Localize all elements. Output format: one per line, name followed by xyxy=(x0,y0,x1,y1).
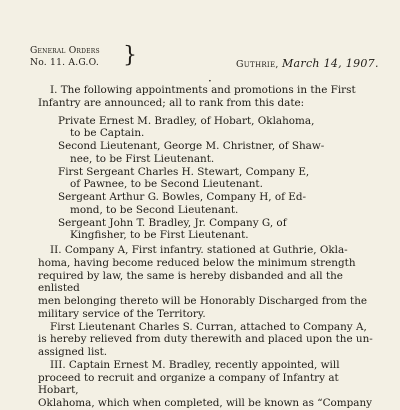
date: March 14, 1907. xyxy=(281,57,379,70)
text-line: military service of the Territory. xyxy=(38,307,206,320)
place-date xyxy=(236,57,379,70)
appointment-item xyxy=(58,140,374,166)
appointment-item xyxy=(58,166,374,192)
text-line: homa, having become reduced below the minimum strength xyxy=(38,256,356,269)
appointment-line: Kingfisher, to be First Lieutenant. xyxy=(70,229,249,242)
text-line: First Lieutenant Charles S. Curran, attached to Company A, xyxy=(50,320,367,333)
section-1-intro-line-2: Infantry are announced; all to rank from this date: xyxy=(38,96,305,109)
section-3 xyxy=(38,359,374,410)
section-1-intro-line-1: I. The following appointments and promotions in the First xyxy=(50,84,356,96)
text-line: is hereby relieved from duty therewith and placed upon the un- xyxy=(38,333,373,346)
brace-mark: } xyxy=(123,43,138,68)
appointment-item xyxy=(58,217,374,243)
text-line: required by law, the same is hereby disbanded and all the enlisted xyxy=(38,269,343,295)
orders-body xyxy=(38,84,374,410)
text-line: II. Company A, First infantry. stationed at Guthrie, Okla- xyxy=(50,244,348,256)
appointment-line: Second Lieutenant, George M. Christner, of Shaw- xyxy=(58,140,325,152)
orders-number: No. 11. A.G.O. xyxy=(30,57,99,68)
appointment-list xyxy=(38,115,374,243)
section-2 xyxy=(38,244,374,359)
appointment-item xyxy=(58,115,374,141)
appointment-line: Private Ernest M. Bradley, of Hobart, Oklahoma, xyxy=(58,114,315,127)
appointment-line: nee, to be First Lieutenant. xyxy=(70,152,215,165)
appointment-item xyxy=(58,191,374,217)
text-line: Oklahoma, which when completed, will be known as “Company xyxy=(38,397,373,409)
appointment-line: Sergeant John T. Bradley, Jr. Company G, of xyxy=(58,216,287,229)
ornament-dot: · xyxy=(208,74,212,88)
text-line: assigned list. xyxy=(38,346,108,358)
appointment-line: Sergeant Arthur G. Bowles, Company H, of Ed- xyxy=(58,191,307,203)
appointment-line: First Sergeant Charles H. Stewart, Company E, xyxy=(58,165,310,178)
general-orders-header xyxy=(30,43,138,69)
text-line: III. Captain Ernest M. Bradley, recently appointed, will xyxy=(50,358,340,371)
text-line: proceed to recruit and organize a company of Infantry at Hobart, xyxy=(38,371,339,397)
place: Guthrie, xyxy=(236,59,279,70)
text-line: men belonging thereto will be Honorably Discharged from the xyxy=(38,295,368,307)
appointment-line: mond, to be Second Lieutenant. xyxy=(70,203,239,216)
appointment-line: to be Captain. xyxy=(70,127,145,140)
orders-title: General Orders xyxy=(30,45,100,56)
appointment-line: of Pawnee, to be Second Lieutenant. xyxy=(70,178,263,191)
